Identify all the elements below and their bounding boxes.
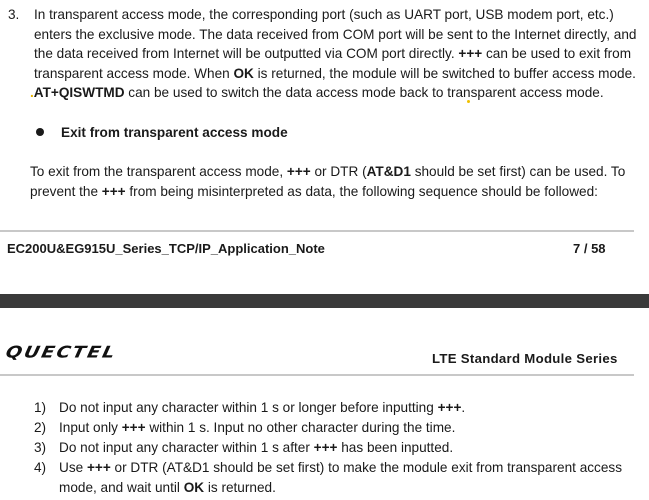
list-number: 3. [8,7,20,22]
command-qiswtmd: AT+QISWTMD [33,85,125,101]
bullet-label: Exit from transparent access mode [61,125,288,140]
bullet-heading [36,124,288,142]
text-line: .AT+QISWTMD can be used to switch the data access mode back to transparent access mode. [30,85,604,101]
header-rule [0,374,634,376]
text-line: the data received from Internet will be outputted via COM port directly. +++ can be used to exit from [34,46,632,62]
list-number: 3) [34,440,47,455]
list-number: 2) [34,420,47,435]
cursor-marker: . [30,85,34,101]
list-item: 2) Input only +++ within 1 s. Input no other character during the time. [34,418,634,438]
paragraph-exit-mode [30,162,625,202]
exit-steps-list [34,398,634,498]
list-item: 1) Do not input any character within 1 s or longer before inputting +++. [34,398,634,418]
list-item: 4) Use +++ or DTR (AT&D1 should be set first) to make the module exit from transparent access mode, and wait until OK is returned. [34,460,623,495]
footer-document-name: EC200U&EG915U_Series_TCP/IP_Application_Note [7,241,325,256]
text-line: In transparent access mode, the corresponding port (such as UART port, USB modem port, etc.) [34,7,614,22]
list-number: 4) [34,460,47,475]
text-line: enters the exclusive mode. The data received from COM port will be sent to the Internet directly, and [34,26,637,42]
list-item-3 [0,5,649,103]
response-ok: OK [233,65,254,81]
text-line: To exit from the transparent access mode, +++ or DTR (AT&D1 should be set first) can be used. To [30,164,626,179]
list-item: 3) Do not input any character within 1 s after +++ has been inputted. [34,438,634,458]
highlight-dot [467,100,470,103]
text-line: transparent access mode. When OK is returned, the module will be switched to buffer access mode. [34,65,636,81]
paragraph-transparent-mode [30,5,637,103]
list-number: 1) [34,400,47,415]
footer-page-number: 7 / 58 [573,241,606,256]
bullet-icon [36,128,44,136]
quectel-logo: QUECTEL [4,343,119,362]
header-series-title: LTE Standard Module Series [432,351,618,366]
text-line: prevent the +++ from being misinterpreted as data, the following sequence should be followed: [30,184,598,199]
footer-rule [0,230,634,232]
command-plus: +++ [458,46,483,62]
page-break [0,294,649,308]
